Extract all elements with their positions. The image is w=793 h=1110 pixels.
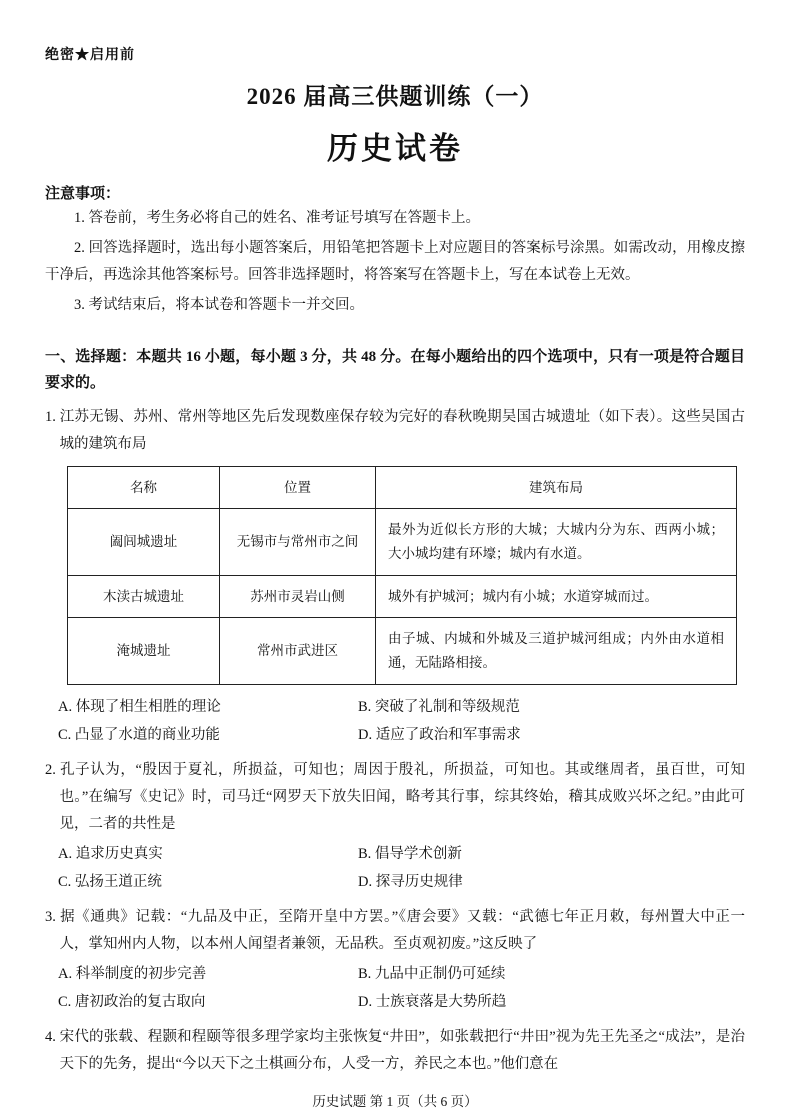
- question-1: [45, 404, 745, 749]
- option-1-b: B. 突破了礼制和等级规范: [358, 698, 520, 715]
- ancient-city-sites-table: [67, 466, 737, 685]
- table-row: [68, 509, 737, 575]
- option-3-a: A. 科举制度的初步完善: [58, 965, 207, 982]
- site-name: 木渎古城遗址: [68, 575, 220, 618]
- exam-title: 2026 届高三供题训练（一）: [246, 84, 544, 109]
- site-location: 常州市武进区: [220, 618, 376, 684]
- notice-item-3: 3. 考试结束后，将本试卷和答题卡一并交回。: [74, 296, 364, 313]
- section-one-heading: 一、选择题：本题共 16 小题，每小题 3 分，共 48 分。在每小题给出的四个选项中，只有一项是符合题目要求的。: [45, 349, 745, 391]
- question-3-options: [45, 960, 745, 1017]
- table-row: [68, 575, 737, 618]
- exam-subject-title: 历史试卷: [327, 131, 463, 166]
- site-name: 淹城遗址: [68, 618, 220, 684]
- site-location: 无锡市与常州市之间: [220, 509, 376, 575]
- notice-section: [45, 182, 745, 319]
- question-2-stem: 2. 孔子认为，“殷因于夏礼，所损益，可知也；周因于殷礼，所损益，可知也。其或继周者，虽百世，可知也。”在编写《史记》时，司马迁“网罗天下放失旧闻，略考其行事，综其终始，稽其成败兴坏之纪。”由此可见，二者的共性是: [45, 762, 745, 832]
- site-layout: 最外为近似长方形的大城；大城内分为东、西两小城；大小城均建有环壕；城内有水道。: [376, 509, 737, 575]
- question-3: [45, 904, 745, 1016]
- question-1-stem: 1. 江苏无锡、苏州、常州等地区先后发现数座保存较为完好的春秋晚期吴国古城遗址（如下表）。这些吴国古城的建筑布局: [45, 409, 745, 452]
- question-4: [45, 1024, 745, 1078]
- site-layout: 由子城、内城和外城及三道护城河组成；内外由水道相通，无陆路相接。: [376, 618, 737, 684]
- option-2-a: A. 追求历史真实: [58, 845, 163, 862]
- table-header-row: [68, 466, 737, 509]
- site-layout: 城外有护城河；城内有小城；水道穿城而过。: [376, 575, 737, 618]
- option-3-c: C. 唐初政治的复古取向: [58, 993, 206, 1010]
- option-1-a: A. 体现了相生相胜的理论: [58, 698, 221, 715]
- option-2-d: D. 探寻历史规律: [358, 873, 463, 890]
- notice-item-1: 1. 答卷前，考生务必将自己的姓名、准考证号填写在答题卡上。: [74, 210, 480, 226]
- table-header-layout: 建筑布局: [376, 466, 737, 509]
- question-1-options: [45, 693, 745, 750]
- option-2-c: C. 弘扬王道正统: [58, 873, 162, 890]
- option-3-d: D. 士族衰落是大势所趋: [358, 993, 507, 1010]
- question-4-stem: 4. 宋代的张载、程颢和程颐等很多理学家均主张恢复“井田”，如张载把行“井田”视为先王先圣之“成法”，是治天下的先务，提出“今以天下之土棋画分布，人受一方，养民之本也。”他们意在: [45, 1029, 745, 1073]
- option-1-d: D. 适应了政治和军事需求: [358, 726, 521, 743]
- option-2-b: B. 倡导学术创新: [358, 845, 462, 862]
- page-footer: 历史试题 第 1 页（共 6 页）: [312, 1093, 478, 1109]
- site-location: 苏州市灵岩山侧: [220, 575, 376, 618]
- table-header-location: 位置: [220, 466, 376, 509]
- classification-label: 绝密★启用前: [45, 48, 135, 63]
- option-3-b: B. 九品中正制仍可延续: [358, 965, 506, 982]
- table-row: [68, 618, 737, 684]
- question-2: [45, 757, 745, 896]
- question-3-stem: 3. 据《通典》记载：“九品及中正，至隋开皇中方罢。”《唐会要》又载：“武德七年正月敕，每州置大中正一人，掌知州内人物，以本州人闻望者兼领，无品秩。至贞观初废。”这反映了: [45, 909, 745, 952]
- notice-heading: 注意事项：: [45, 186, 121, 202]
- notice-item-2: 2. 回答选择题时，选出每小题答案后，用铅笔把答题卡上对应题目的答案标号涂黑。如需改动，用橡皮擦干净后，再选涂其他答案标号。回答非选择题时，将答案写在答题卡上，写在本试卷上无效。: [45, 239, 745, 284]
- option-1-c: C. 凸显了水道的商业功能: [58, 726, 220, 743]
- question-2-options: [45, 840, 745, 897]
- site-name: 阖闾城遗址: [68, 509, 220, 575]
- table-header-name: 名称: [68, 466, 220, 509]
